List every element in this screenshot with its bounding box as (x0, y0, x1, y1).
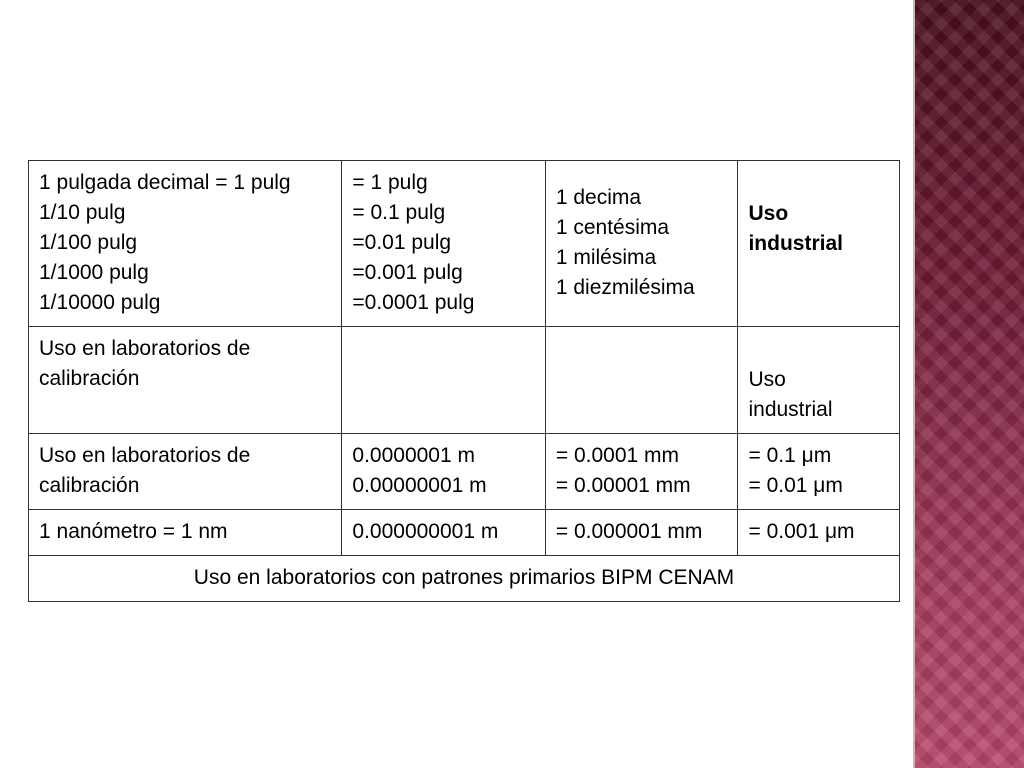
cell-line: 1 milésima (555, 246, 657, 269)
table-cell (545, 161, 738, 327)
cell-line: = 0.000001 mm (555, 520, 703, 543)
table-row (29, 161, 900, 327)
cell-line: = 0.1 pulg (352, 201, 446, 224)
cell-line: = 0.0001 mm (555, 444, 679, 467)
cell-line: 1 centésima (555, 216, 670, 239)
cell-line: = 0.00001 mm (555, 474, 691, 497)
cell-line: industrial (748, 398, 833, 421)
cell-line: calibración (39, 367, 140, 390)
cell-line: 1/10 pulg (39, 201, 126, 224)
cell-line: =0.01 pulg (352, 231, 452, 254)
cell-line: Uso en laboratorios con patrones primarios BIPM CENAM (193, 566, 735, 589)
cell-line: 0.0000001 m (352, 444, 475, 467)
table-cell (738, 510, 900, 556)
table-cell (29, 327, 342, 434)
cell-line: industrial (748, 232, 843, 255)
cell-line: = 0.1 μm (748, 444, 832, 467)
cell-line: 1 diezmilésima (555, 276, 695, 299)
decorative-side-band (913, 0, 1024, 768)
cell-line: Uso (748, 368, 786, 391)
table-cell (545, 434, 738, 510)
cell-line: = 0.01 μm (748, 474, 843, 497)
cell-line: calibración (39, 474, 140, 497)
cell-line: Uso (748, 202, 789, 225)
cell-line: 1/100 pulg (39, 231, 138, 254)
cell-line: 1 decima (555, 186, 642, 209)
table-cell (29, 434, 342, 510)
table-cell (738, 434, 900, 510)
cell-line: =0.001 pulg (352, 261, 463, 284)
cell-line: 1 pulgada decimal = 1 pulg (39, 171, 291, 194)
table-cell (342, 510, 545, 556)
table-cell (29, 510, 342, 556)
cell-line: 0.00000001 m (352, 474, 487, 497)
table-row (29, 327, 900, 434)
table-cell-merged (29, 556, 900, 602)
table-cell-empty (545, 327, 738, 434)
cell-line: 1 nanómetro = 1 nm (39, 520, 228, 543)
cell-line: 1/10000 pulg (39, 291, 161, 314)
cell-line: Uso en laboratorios de (39, 444, 251, 467)
table-row (29, 556, 900, 602)
table-row (29, 434, 900, 510)
conversion-table (28, 160, 900, 602)
cell-line: Uso en laboratorios de (39, 337, 251, 360)
table-cell (29, 161, 342, 327)
cell-line: =0.0001 pulg (352, 291, 475, 314)
table-cell (342, 161, 545, 327)
table-cell (738, 161, 900, 327)
cell-line: 1/1000 pulg (39, 261, 149, 284)
table-cell (342, 434, 545, 510)
table-cell (545, 510, 738, 556)
cell-line: = 1 pulg (352, 171, 428, 194)
table-row (29, 510, 900, 556)
cell-line: 0.000000001 m (352, 520, 499, 543)
table-cell (738, 327, 900, 434)
table-cell-empty (342, 327, 545, 434)
cell-line: = 0.001 μm (748, 520, 855, 543)
